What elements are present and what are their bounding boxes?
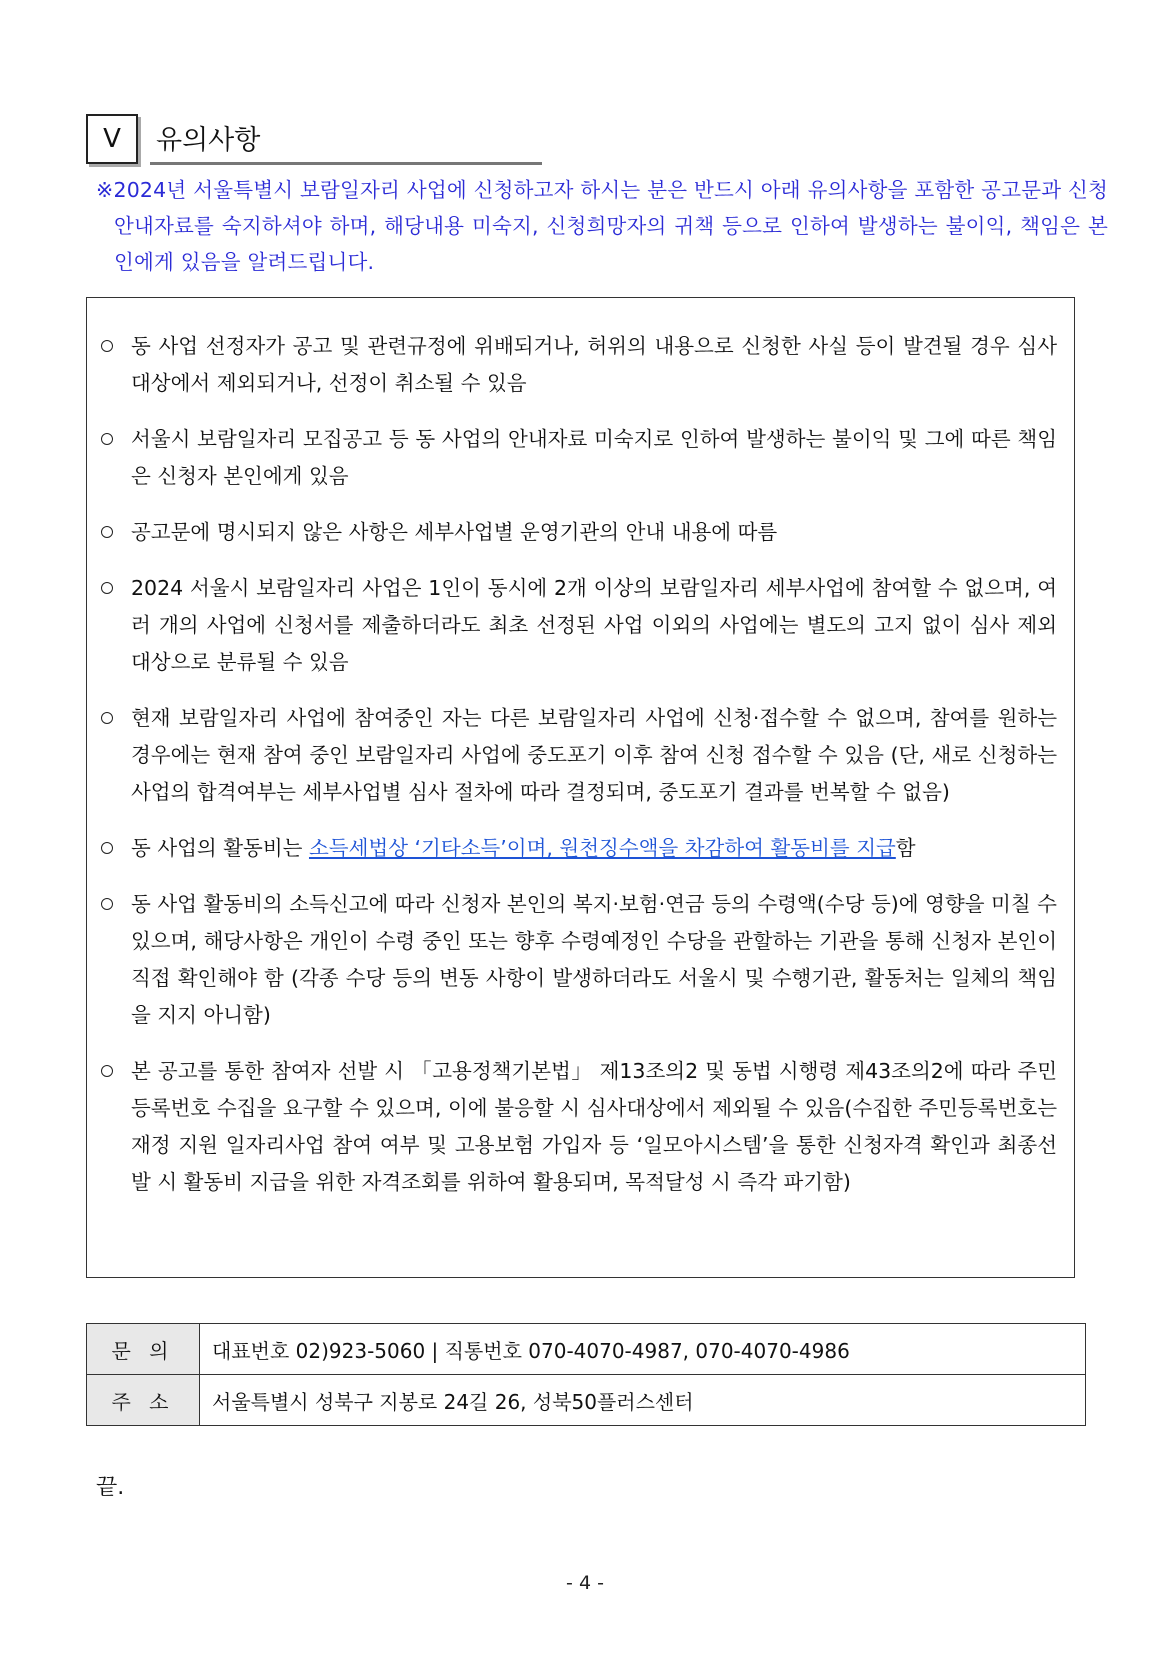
list-item (99, 700, 1057, 811)
list-item-text-suffix: 함 (895, 836, 916, 860)
address-label: 주 소 (87, 1375, 200, 1426)
list-item (99, 514, 1057, 551)
section-number: V (86, 114, 138, 164)
cautions-list (99, 328, 1057, 1220)
section-title: 유의사항 (156, 125, 261, 156)
list-item (99, 830, 1057, 867)
end-mark: 끝. (96, 1475, 125, 1500)
list-item (99, 421, 1057, 495)
list-item-text: 공고문에 명시되지 않은 사항은 세부사업별 운영기관의 안내 내용에 따름 (131, 520, 778, 544)
address-value: 서울특별시 성북구 지봉로 24길 26, 성북50플러스센터 (200, 1375, 1086, 1426)
notice-text: ※2024년 서울특별시 보람일자리 사업에 신청하고자 하시는 분은 반드시 아래 유의사항을 포함한 공고문과 신청 안내자료를 숙지하셔야 하며, 해당내용 미숙지, 신청희망자의 귀책 등으로 인하여 발생하는 불이익, 책임은 본인에게 있음을 알려드립니다. (96, 178, 1108, 274)
circle-bullet-icon (101, 1065, 113, 1077)
contact-table (86, 1323, 1086, 1426)
circle-bullet-icon (101, 712, 113, 724)
list-item (99, 886, 1057, 1034)
inquiry-value: 대표번호 02)923-5060 | 직통번호 070-4070-4987, 070-4070-4986 (200, 1324, 1086, 1375)
section-header (86, 114, 546, 166)
list-item-text: 동 사업 활동비의 소득신고에 따라 신청자 본인의 복지·보험·연금 등의 수령액(수당 등)에 영향을 미칠 수 있으며, 해당사항은 개인이 수령 중인 또는 향후 수령예정인 수당을 관할하는 기관을 통해 신청자 본인이 직접 확인해야 함 (각종 수당 등의 변동 사항이 발생하더라도 서울시 및 수행기관, 활동처는 일체의 책임을 지지 아니함) (131, 892, 1057, 1027)
table-row (87, 1375, 1086, 1426)
inquiry-label: 문 의 (87, 1324, 200, 1375)
circle-bullet-icon (101, 340, 113, 352)
table-row (87, 1324, 1086, 1375)
income-tax-link[interactable]: 소득세법상 ‘기타소득’이며, 원천징수액을 차감하여 활동비를 지급 (308, 836, 896, 860)
list-item-text: 현재 보람일자리 사업에 참여중인 자는 다른 보람일자리 사업에 신청·접수할 수 없으며, 참여를 원하는 경우에는 현재 참여 중인 보람일자리 사업에 중도포기 이후 참여 신청 접수할 수 있음 (단, 새로 신청하는 사업의 합격여부는 세부사업별 심사 절차에 따라 결정되며, 중도포기 결과를 번복할 수 없음) (131, 706, 1057, 804)
list-item-text: 본 공고를 통한 참여자 선발 시 「고용정책기본법」 제13조의2 및 동법 시행령 제43조의2에 따라 주민등록번호 수집을 요구할 수 있으며, 이에 불응할 시 심사대상에서 제외될 수 있음(수집한 주민등록번호는 재정 지원 일자리사업 참여 여부 및 고용보험 가입자 등 ‘일모아시스템’을 통한 신청자격 확인과 최종선발 시 활동비 지급을 위한 자격조회를 위하여 활용되며, 목적달성 시 즉각 파기함) (131, 1059, 1057, 1194)
list-item (99, 328, 1057, 402)
list-item (99, 570, 1057, 681)
circle-bullet-icon (101, 842, 113, 854)
page-number: - 4 - (566, 1572, 604, 1594)
circle-bullet-icon (101, 433, 113, 445)
circle-bullet-icon (101, 898, 113, 910)
circle-bullet-icon (101, 582, 113, 594)
section-underline (150, 162, 542, 165)
list-item-text-prefix: 동 사업의 활동비는 (131, 836, 309, 860)
circle-bullet-icon (101, 526, 113, 538)
list-item-text: 동 사업 선정자가 공고 및 관련규정에 위배되거나, 허위의 내용으로 신청한 사실 등이 발견될 경우 심사대상에서 제외되거나, 선정이 취소될 수 있음 (131, 334, 1057, 395)
list-item-text: 서울시 보람일자리 모집공고 등 동 사업의 안내자료 미숙지로 인하여 발생하는 불이익 및 그에 따른 책임은 신청자 본인에게 있음 (131, 427, 1057, 488)
cautions-box (86, 297, 1075, 1278)
list-item-text: 2024 서울시 보람일자리 사업은 1인이 동시에 2개 이상의 보람일자리 세부사업에 참여할 수 없으며, 여러 개의 사업에 신청서를 제출하더라도 최초 선정된 사업 이외의 사업에는 별도의 고지 없이 심사 제외 대상으로 분류될 수 있음 (131, 576, 1057, 674)
list-item (99, 1053, 1057, 1201)
